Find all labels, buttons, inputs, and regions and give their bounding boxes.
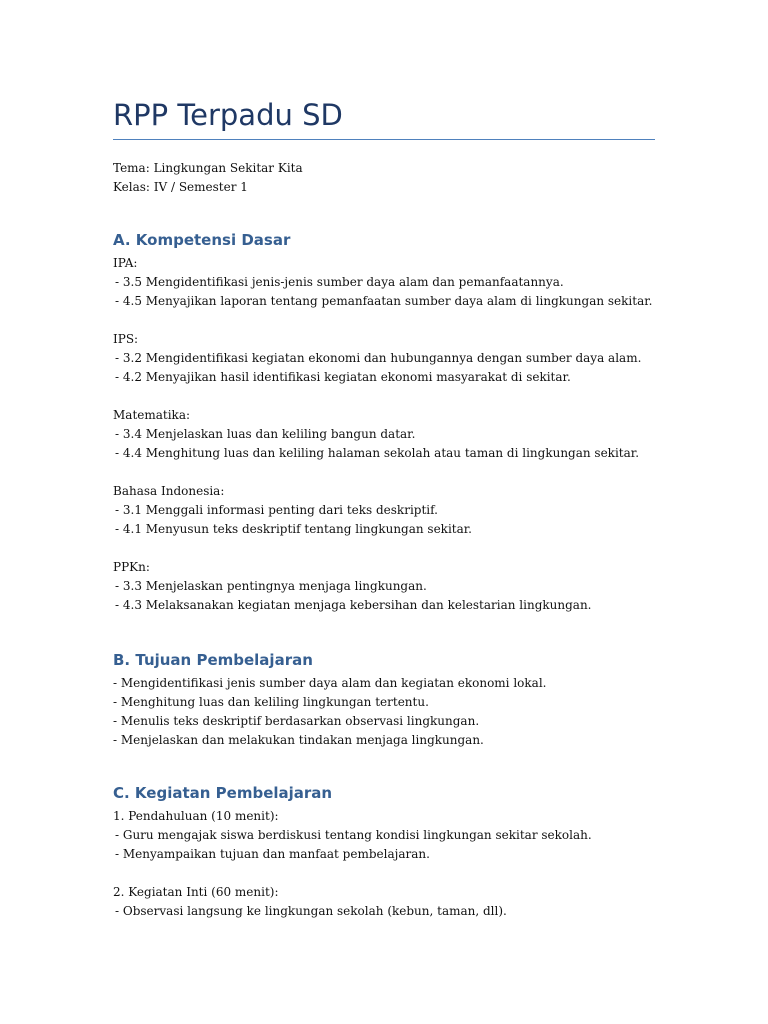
list-item: - 3.5 Mengidentifikasi jenis-jenis sumber daya alam dan pemanfaatannya.	[115, 275, 564, 289]
list-item: - Guru mengajak siswa berdiskusi tentang kondisi lingkungan sekitar sekolah.	[115, 828, 592, 842]
subject-label: IPA:	[113, 256, 138, 270]
section-kegiatan-pembelajaran	[113, 783, 592, 921]
paragraph-gap	[113, 463, 652, 482]
phase-label: 2. Kegiatan Inti (60 menit):	[113, 885, 279, 899]
subject-label: Bahasa Indonesia:	[113, 484, 225, 498]
paragraph-gap	[113, 387, 652, 406]
meta-tema: Tema: Lingkungan Sekitar Kita	[113, 161, 303, 175]
subject-label: Matematika:	[113, 408, 191, 422]
phase-label: 1. Pendahuluan (10 menit):	[113, 809, 279, 823]
list-item: - 4.4 Menghitung luas dan keliling halaman sekolah atau taman di lingkungan sekitar.	[115, 446, 640, 460]
list-item: - 3.4 Menjelaskan luas dan keliling bangun datar.	[115, 427, 416, 441]
list-item: - Menghitung luas dan keliling lingkungan tertentu.	[113, 695, 429, 709]
paragraph-gap	[113, 864, 592, 883]
list-item: - 4.2 Menyajikan hasil identifikasi kegiatan ekonomi masyarakat di sekitar.	[115, 370, 571, 384]
section-b-heading: B. Tujuan Pembelajaran	[113, 651, 313, 669]
list-item: - Menjelaskan dan melakukan tindakan menjaga lingkungan.	[113, 733, 484, 747]
section-a-heading: A. Kompetensi Dasar	[113, 231, 291, 249]
title-divider	[113, 139, 655, 140]
list-item: - Menulis teks deskriptif berdasarkan observasi lingkungan.	[113, 714, 480, 728]
document-title: RPP Terpadu SD	[113, 98, 343, 132]
section-kompetensi-dasar	[113, 230, 652, 615]
section-tujuan-pembelajaran	[113, 650, 546, 750]
section-c-heading: C. Kegiatan Pembelajaran	[113, 784, 333, 802]
subject-label: PPKn:	[113, 560, 150, 574]
list-item: - 3.2 Mengidentifikasi kegiatan ekonomi dan hubungannya dengan sumber daya alam.	[115, 351, 642, 365]
list-item: - 4.3 Melaksanakan kegiatan menjaga kebersihan dan kelestarian lingkungan.	[115, 598, 592, 612]
list-item: - 4.5 Menyajikan laporan tentang pemanfaatan sumber daya alam di lingkungan sekitar.	[115, 294, 653, 308]
paragraph-gap	[113, 311, 652, 330]
document-meta	[113, 159, 303, 197]
meta-kelas: Kelas: IV / Semester 1	[113, 180, 248, 194]
paragraph-gap	[113, 539, 652, 558]
list-item: - 3.3 Menjelaskan pentingnya menjaga lingkungan.	[115, 579, 427, 593]
list-item: - 4.1 Menyusun teks deskriptif tentang lingkungan sekitar.	[115, 522, 472, 536]
list-item: - Menyampaikan tujuan dan manfaat pembelajaran.	[115, 847, 430, 861]
list-item: - Mengidentifikasi jenis sumber daya alam dan kegiatan ekonomi lokal.	[113, 676, 547, 690]
list-item: - 3.1 Menggali informasi penting dari teks deskriptif.	[115, 503, 438, 517]
list-item: - Observasi langsung ke lingkungan sekolah (kebun, taman, dll).	[115, 904, 507, 918]
subject-label: IPS:	[113, 332, 139, 346]
